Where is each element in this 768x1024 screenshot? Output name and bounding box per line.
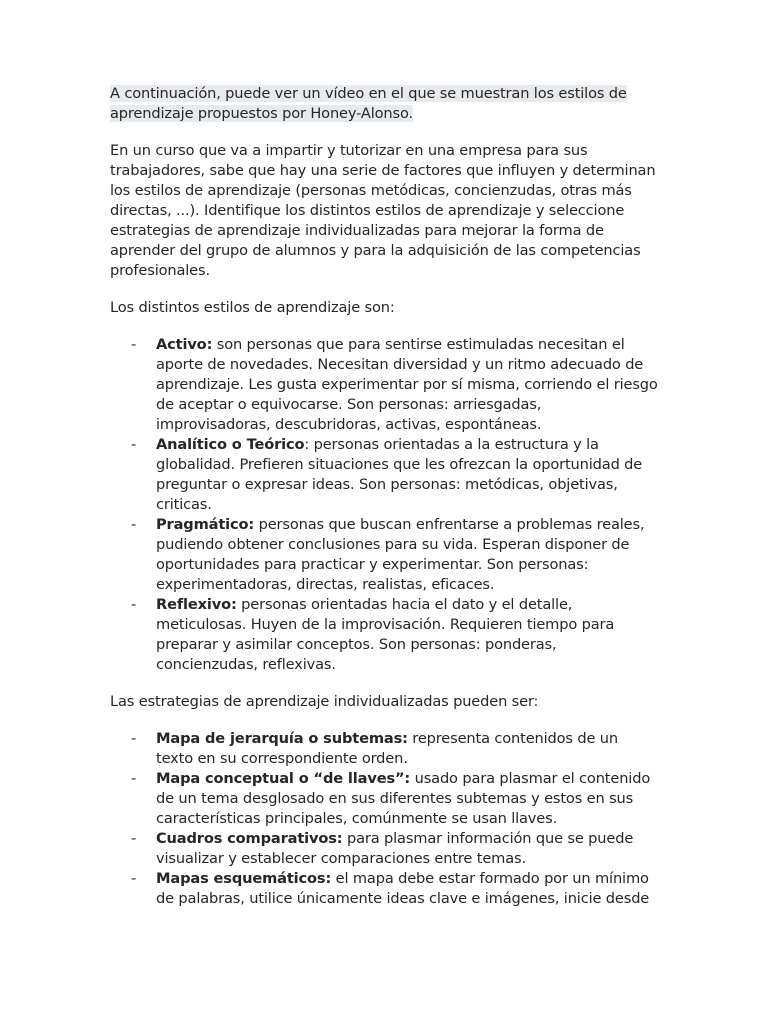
term-activo: Activo: [156,336,213,353]
term-reflexivo: Reflexivo: [156,596,237,613]
strategies-heading: Las estrategias de aprendizaje individualizadas pueden ser: [110,693,539,710]
desc-mapa-jerarquia: representa contenidos de un texto en su correspondiente orden. [156,730,618,767]
bullet-dash: - [131,596,137,613]
list-item-cuadros-comparativos [110,829,658,869]
desc-cuadros-comparativos: para plasmar información que se puede visualizar y establecer comparaciones entre temas. [156,830,634,867]
bullet-dash: - [131,336,137,353]
list-item-pragmatico [110,515,658,595]
term-analitico: Analítico o Teórico [156,436,305,453]
list-item-mapa-conceptual [110,769,658,829]
bullet-dash: - [131,730,137,747]
list-item-mapa-jerarquia [110,729,658,769]
strategies-list [110,729,658,909]
desc-pragmatico: personas que buscan enfrentarse a problemas reales, pudiendo obtener conclusiones para su vida. Esperan disponer de oportunidades para practicar y experimentar. Son personas: experimentadoras, directas, realistas, eficaces. [156,516,645,593]
bullet-dash: - [131,436,137,453]
list-item-mapas-esquematicos [110,869,658,909]
desc-mapas-esquematicos: el mapa debe estar formado por un mínimo de palabras, utilice únicamente ideas clave e imágenes, inicie desde [156,870,650,907]
term-mapas-esquematicos: Mapas esquemáticos: [156,870,332,887]
bullet-dash: - [131,830,137,847]
list-item-reflexivo [110,595,658,675]
desc-activo: son personas que para sentirse estimuladas necesitan el aporte de novedades. Necesitan diversidad y un ritmo adecuado de aprendizaje. Les gusta experimentar por sí misma, corriendo el riesgo de aceptar o equivocarse. Son personas: arriesgadas, improvisadoras, descubridoras, activas, espontáneas. [156,336,658,433]
bullet-dash: - [131,770,137,787]
list-item-analitico [110,435,658,515]
desc-reflexivo: personas orientadas hacia el dato y el detalle, meticulosas. Huyen de la improvisación. Requieren tiempo para preparar y asimilar conceptos. Son personas: ponderas, concienzudas, reflexivas. [156,596,615,673]
intro-paragraph [110,84,658,124]
term-pragmatico: Pragmático: [156,516,255,533]
intro-highlight: A continuación, puede ver un vídeo en el que se muestran los estilos de aprendizaje propuestos por Honey-Alonso. [110,85,627,122]
styles-heading: Los distintos estilos de aprendizaje son: [110,299,395,316]
bullet-dash: - [131,870,137,887]
context-paragraph: En un curso que va a impartir y tutorizar en una empresa para sus trabajadores, sabe que hay una serie de factores que influyen y determinan los estilos de aprendizaje (personas metódicas, concienzudas, otras más directas, ...). Identifique los distintos estilos de aprendizaje y seleccione estrategias de aprendizaje individualizadas para mejorar la forma de aprender del grupo de alumnos y para la adquisición de las competencias profesionales. [110,142,656,279]
term-mapa-jerarquia: Mapa de jerarquía o subtemas: [156,730,408,747]
document-page [110,84,658,926]
desc-mapa-conceptual: usado para plasmar el contenido de un tema desglosado en sus diferentes subtemas y estos en sus características principales, comúnmente se usan llaves. [156,770,651,827]
term-mapa-conceptual: Mapa conceptual o “de llaves”: [156,770,411,787]
styles-list [110,335,658,675]
desc-analitico: : personas orientadas a la estructura y la globalidad. Prefieren situaciones que les ofrezcan la oportunidad de preguntar o expresar ideas. Son personas: metódicas, objetivas, criticas. [156,436,643,513]
list-item-activo [110,335,658,435]
term-cuadros-comparativos: Cuadros comparativos: [156,830,343,847]
bullet-dash: - [131,516,137,533]
